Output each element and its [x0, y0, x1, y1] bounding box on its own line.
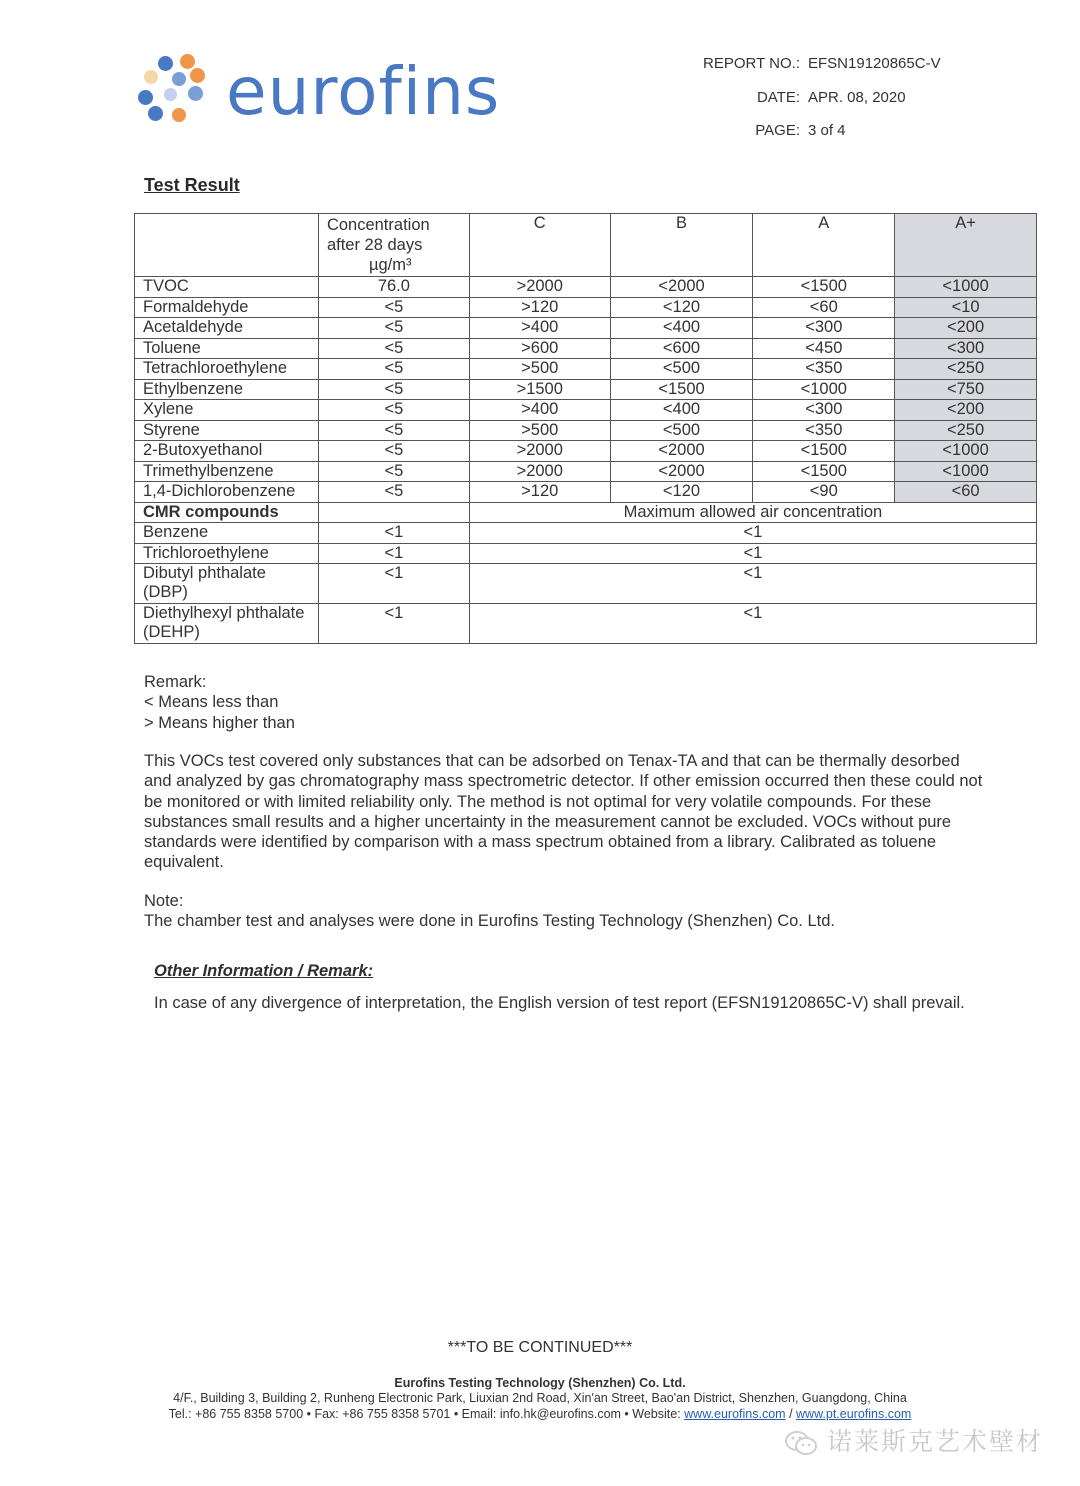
class-a-plus-limit: <250: [895, 359, 1037, 380]
class-a-plus-limit: <750: [895, 379, 1037, 400]
class-c-limit: >2000: [469, 461, 610, 482]
cmr-compound-name: Dibutyl phthalate (DBP): [135, 564, 319, 604]
remark-line-higher: > Means higher than: [144, 713, 295, 732]
class-a-limit: <1000: [753, 379, 895, 400]
class-b-limit: <400: [610, 318, 753, 339]
wechat-icon: [784, 1430, 818, 1456]
class-a-plus-limit: <200: [895, 318, 1037, 339]
cmr-limit-value: <1: [469, 564, 1036, 604]
concentration-value: <5: [318, 441, 469, 462]
table-header-row: [135, 214, 1037, 277]
table-row: [135, 441, 1037, 462]
table-row: [135, 318, 1037, 339]
compound-name: Trimethylbenzene: [135, 461, 319, 482]
table-row: [135, 379, 1037, 400]
test-result-table: [134, 213, 1037, 644]
class-c-limit: >400: [469, 318, 610, 339]
class-a-limit: <1500: [753, 277, 895, 298]
concentration-value: <5: [318, 461, 469, 482]
compound-name: Xylene: [135, 400, 319, 421]
class-a-plus-limit: <250: [895, 420, 1037, 441]
report-no-label: REPORT NO.:: [703, 55, 800, 72]
page-label: PAGE:: [755, 122, 800, 139]
section-title-test-result: Test Result: [144, 175, 240, 195]
remark-line-less: < Means less than: [144, 693, 279, 712]
table-row: [135, 338, 1037, 359]
cmr-compound-name: Benzene: [135, 523, 319, 544]
concentration-value: <5: [318, 379, 469, 400]
concentration-value: <5: [318, 482, 469, 503]
watermark: [784, 1422, 1043, 1458]
note-text: The chamber test and analyses were done in Eurofins Testing Technology (Shenzhen) Co. Ltd.: [144, 912, 835, 931]
other-info-text: In case of any divergence of interpretation, the English version of test report (EFSN19120865C-V) shall prevail.: [154, 994, 965, 1012]
class-b-limit: <1500: [610, 379, 753, 400]
class-a-plus-limit: <1000: [895, 277, 1037, 298]
header-concentration-line2: after 28 days: [326, 236, 423, 254]
cmr-header-row: [135, 502, 1037, 523]
report-meta: [0, 0, 1080, 150]
cmr-row: [135, 604, 1037, 644]
class-a-plus-limit: <60: [895, 482, 1037, 503]
class-a-plus-limit: <200: [895, 400, 1037, 421]
concentration-value: <5: [318, 338, 469, 359]
class-b-limit: <500: [610, 420, 753, 441]
cmr-limit-value: <1: [469, 523, 1036, 544]
class-c-limit: >400: [469, 400, 610, 421]
compound-name: Toluene: [135, 338, 319, 359]
class-c-limit: >2000: [469, 277, 610, 298]
cmr-empty-cell: [318, 502, 469, 523]
class-a-limit: <300: [753, 318, 895, 339]
report-no-value: EFSN19120865C-V: [808, 55, 941, 72]
remark-title: Remark:: [144, 673, 207, 691]
class-b-limit: <600: [610, 338, 753, 359]
footer-address: 4/F., Building 3, Building 2, Runheng Electronic Park, Liuxian 2nd Road, Xin'an Street, Bao'an District, Shenzhen, Guangdong, China: [173, 1391, 907, 1405]
remark-block: [144, 672, 295, 733]
footer-company: Eurofins Testing Technology (Shenzhen) Co. Ltd.: [394, 1376, 686, 1390]
class-a-limit: <350: [753, 420, 895, 441]
watermark-text: 诺莱斯克艺术壁材: [826, 1428, 1043, 1456]
compound-name: 2-Butoxyethanol: [135, 441, 319, 462]
class-a-limit: <90: [753, 482, 895, 503]
compound-name: Acetaldehyde: [135, 318, 319, 339]
header-class-a-plus: A+: [895, 214, 1037, 277]
compound-name: Formaldehyde: [135, 297, 319, 318]
class-b-limit: <2000: [610, 461, 753, 482]
class-a-limit: <60: [753, 297, 895, 318]
class-b-limit: <2000: [610, 277, 753, 298]
header-empty-cell: [135, 214, 319, 277]
compound-name: 1,4-Dichlorobenzene: [135, 482, 319, 503]
class-b-limit: <2000: [610, 441, 753, 462]
cmr-compound-name: Trichloroethylene: [135, 543, 319, 564]
cmr-compounds-header: CMR compounds: [135, 502, 319, 523]
compound-name: Tetrachloroethylene: [135, 359, 319, 380]
table-row: [135, 277, 1037, 298]
class-a-plus-limit: <300: [895, 338, 1037, 359]
class-c-limit: >1500: [469, 379, 610, 400]
class-c-limit: >500: [469, 359, 610, 380]
link-pt-eurofins[interactable]: www.pt.eurofins.com: [796, 1407, 912, 1421]
class-b-limit: <500: [610, 359, 753, 380]
cmr-concentration-value: <1: [318, 523, 469, 544]
class-b-limit: <120: [610, 482, 753, 503]
page-value: 3 of 4: [808, 122, 846, 139]
table-row: [135, 297, 1037, 318]
class-a-plus-limit: <10: [895, 297, 1037, 318]
link-eurofins[interactable]: www.eurofins.com: [684, 1407, 786, 1421]
header-concentration: [318, 214, 469, 277]
class-b-limit: <400: [610, 400, 753, 421]
concentration-value: 76.0: [318, 277, 469, 298]
header-class-b: B: [610, 214, 753, 277]
class-a-limit: <1500: [753, 461, 895, 482]
footer-contact: [0, 1407, 1080, 1421]
table-row: [135, 461, 1037, 482]
date-label: DATE:: [756, 89, 800, 106]
table-row: [135, 420, 1037, 441]
class-a-limit: <1500: [753, 441, 895, 462]
header-class-a: A: [753, 214, 895, 277]
compound-name: Styrene: [135, 420, 319, 441]
method-paragraph: This VOCs test covered only substances that can be adsorbed on Tenax-TA and that can be thermally desorbed and analyzed by gas chromatography mass spectrometric detector. If other emission occurred then these could not be monitored or with limited reliability only. The method is not optimal for very volatile compounds. For these substances small results and a higher uncertainty in the measurement cannot be excluded. VOCs without pure standards were identified by comparison with a mass spectrum obtained from a library. Calibrated as toluene equivalent.: [144, 752, 983, 872]
class-b-limit: <120: [610, 297, 753, 318]
table-row: [135, 482, 1037, 503]
class-c-limit: >600: [469, 338, 610, 359]
header-concentration-line1: Concentration: [326, 216, 430, 234]
class-c-limit: >2000: [469, 441, 610, 462]
footer-contact-text: Tel.: +86 755 8358 5700 • Fax: +86 755 8358 5701 • Email: info.hk@eurofins.com • Website:: [168, 1407, 685, 1421]
concentration-value: <5: [318, 297, 469, 318]
logo-wordmark: eurofins: [226, 53, 501, 130]
cmr-limit-value: <1: [469, 543, 1036, 564]
class-a-plus-limit: <1000: [895, 461, 1037, 482]
concentration-value: <5: [318, 359, 469, 380]
cmr-concentration-value: <1: [318, 604, 469, 644]
compound-name: TVOC: [135, 277, 319, 298]
other-info-title: Other Information / Remark:: [154, 962, 374, 980]
class-c-limit: >500: [469, 420, 610, 441]
class-a-limit: <450: [753, 338, 895, 359]
concentration-value: <5: [318, 420, 469, 441]
class-a-limit: <350: [753, 359, 895, 380]
class-c-limit: >120: [469, 297, 610, 318]
cmr-limit-header: Maximum allowed air concentration: [469, 502, 1036, 523]
table-row: [135, 400, 1037, 421]
note-block: [144, 891, 989, 932]
cmr-limit-value: <1: [469, 604, 1036, 644]
compound-name: Ethylbenzene: [135, 379, 319, 400]
cmr-row: [135, 523, 1037, 544]
class-a-plus-limit: <1000: [895, 441, 1037, 462]
cmr-compound-name: Diethylhexyl phthalate (DEHP): [135, 604, 319, 644]
header-concentration-unit: µg/m³: [368, 256, 412, 274]
cmr-row: [135, 543, 1037, 564]
cmr-row: [135, 564, 1037, 604]
to-be-continued: ***TO BE CONTINUED***: [447, 1339, 633, 1356]
cmr-concentration-value: <1: [318, 543, 469, 564]
concentration-value: <5: [318, 318, 469, 339]
cmr-concentration-value: <1: [318, 564, 469, 604]
table-row: [135, 359, 1037, 380]
note-title: Note:: [144, 892, 184, 910]
class-a-limit: <300: [753, 400, 895, 421]
date-value: APR. 08, 2020: [808, 89, 906, 106]
footer-link-separator: /: [785, 1407, 797, 1421]
class-c-limit: >120: [469, 482, 610, 503]
concentration-value: <5: [318, 400, 469, 421]
header-class-c: C: [469, 214, 610, 277]
